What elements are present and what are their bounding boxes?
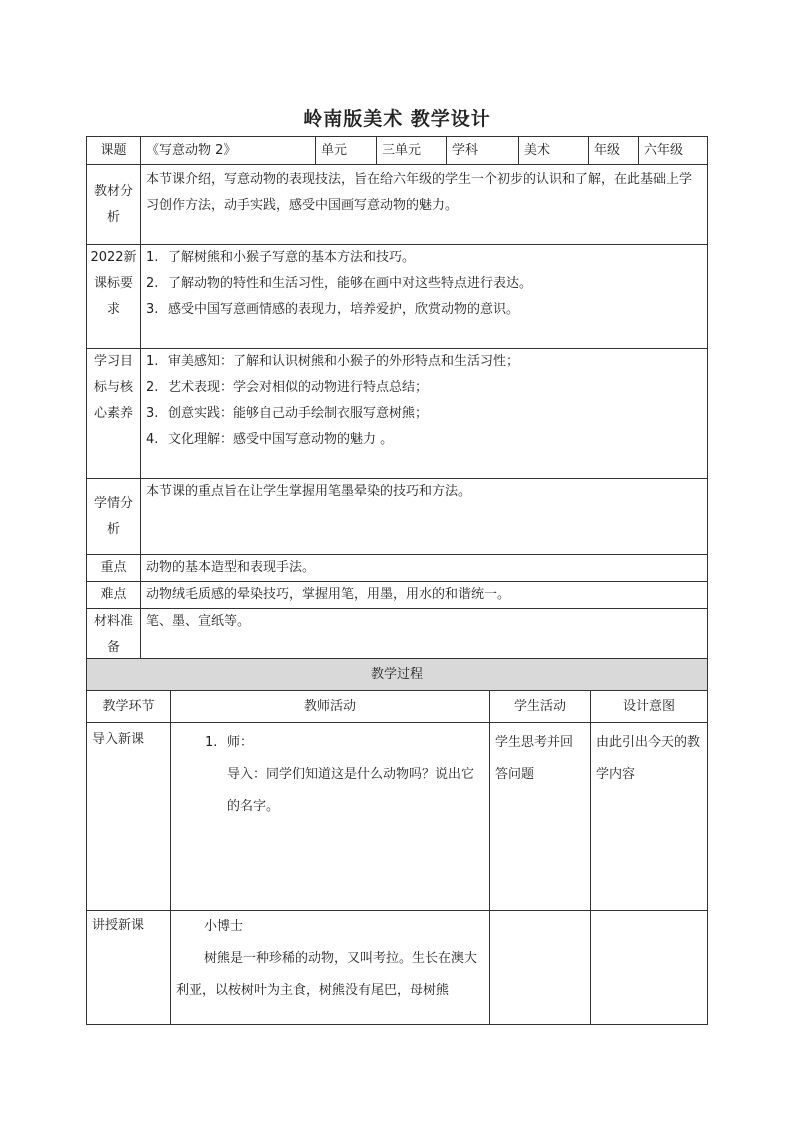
process-row-intro (87, 723, 708, 911)
objectives-item: 1. 审美感知：了解和认识树熊和小猴子的外形特点和生活习性； (146, 354, 520, 369)
unit-label: 单元 (316, 137, 377, 165)
lesson-stage: 讲授新课 (87, 911, 171, 1025)
process-band-title: 教学过程 (87, 659, 708, 691)
learning-analysis-text: 本节课的重点旨在让学生掌握用笔墨晕染的技巧和方法。 (141, 479, 708, 555)
subject-value: 美术 (519, 137, 589, 165)
grade-label: 年级 (589, 137, 639, 165)
intro-teacher-text: 导入：同学们知道这是什么动物吗？说出它的名字。 (227, 767, 475, 814)
lesson-intent (591, 911, 708, 1025)
intro-student: 学生思考并回答问题 (490, 723, 591, 911)
standards-list (146, 245, 702, 323)
lesson-student (490, 911, 591, 1025)
standards-item: 3. 感受中国写意画情感的表现力，培养爱护，欣赏动物的意识。 (146, 302, 520, 317)
materials-row (87, 609, 708, 662)
document-title: 岭南版美术 教学设计 (303, 108, 491, 130)
intro-teacher-head: 1. 师： (205, 735, 254, 750)
objectives-item: 4. 文化理解：感受中国写意动物的魅力 。 (146, 432, 394, 447)
grade-value: 六年级 (639, 137, 708, 165)
intro-stage: 导入新课 (87, 723, 171, 911)
difficulty-row (87, 582, 708, 609)
header-student: 学生活动 (490, 691, 591, 723)
intro-teacher-cell (171, 723, 490, 911)
process-row-lesson (87, 911, 708, 1025)
lesson-info-table (86, 136, 708, 662)
standards-label: 2022新课标要求 (87, 245, 141, 349)
material-analysis-row (87, 165, 708, 245)
standards-row (87, 245, 708, 349)
header-teacher: 教师活动 (171, 691, 490, 723)
material-analysis-text: 本节课介绍，写意动物的表现技法，旨在给六年级的学生一个初步的认识和了解，在此基础上学习创作方法，动手实践，感受中国画写意动物的魅力。 (141, 165, 708, 245)
teaching-process-table (86, 658, 708, 1025)
key-point-row (87, 555, 708, 582)
objectives-list-cell (141, 349, 708, 479)
objectives-item: 2. 艺术表现：学会对相似的动物进行特点总结； (146, 380, 429, 395)
topic-label: 课题 (87, 137, 141, 165)
process-header-row (87, 691, 708, 723)
header-intent: 设计意图 (591, 691, 708, 723)
standards-item: 1. 了解树熊和小猴子写意的基本方法和技巧。 (146, 250, 416, 265)
material-analysis-label: 教材分析 (87, 165, 141, 245)
header-stage: 教学环节 (87, 691, 171, 723)
materials-text: 笔、墨、宣纸等。 (141, 609, 708, 662)
unit-value: 三单元 (377, 137, 447, 165)
process-band-row (87, 659, 708, 691)
subject-label: 学科 (447, 137, 519, 165)
objectives-list (146, 349, 702, 453)
learning-analysis-label: 学情分析 (87, 479, 141, 555)
lesson-teacher-head: 小博士 (204, 919, 244, 934)
difficulty-label: 难点 (87, 582, 141, 609)
info-row (87, 137, 708, 165)
learning-analysis-row (87, 479, 708, 555)
objectives-label: 学习目标与核心素养 (87, 349, 141, 479)
standards-list-cell (141, 245, 708, 349)
key-point-text: 动物的基本造型和表现手法。 (141, 555, 708, 582)
difficulty-text: 动物绒毛质感的晕染技巧，掌握用笔，用墨，用水的和谐统一。 (141, 582, 708, 609)
materials-label: 材料准备 (87, 609, 141, 662)
lesson-teacher-text: 树熊是一种珍稀的动物，又叫考拉。生长在澳大利亚，以桉树叶为主食，树熊没有尾巴，母树熊 (176, 951, 478, 998)
objectives-item: 3. 创意实践：能够自己动手绘制衣服写意树熊； (146, 406, 429, 421)
lesson-teacher-cell (171, 911, 490, 1025)
intro-intent: 由此引出今天的教学内容 (591, 723, 708, 911)
objectives-row (87, 349, 708, 479)
standards-item: 2. 了解动物的特性和生活习性，能够在画中对这些特点进行表达。 (146, 276, 533, 291)
key-point-label: 重点 (87, 555, 141, 582)
topic-value: 《写意动物 2》 (141, 137, 316, 165)
